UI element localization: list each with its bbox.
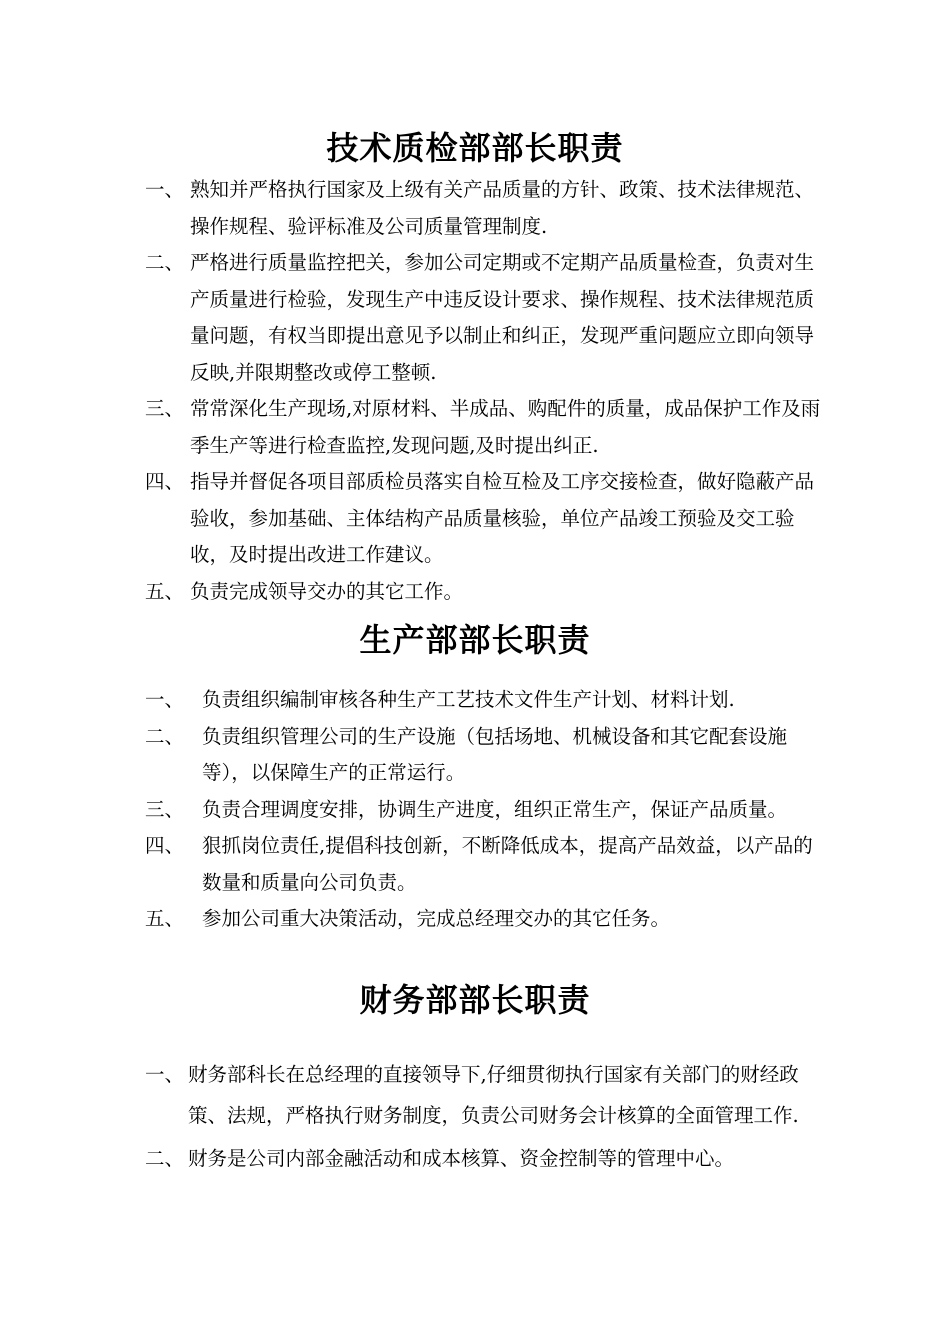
duty-item — [145, 391, 825, 464]
duty-list — [145, 172, 825, 610]
duty-item — [145, 1138, 825, 1179]
section-finance — [0, 980, 950, 1179]
duty-item — [145, 792, 825, 829]
duty-text: 严格进行质量监控把关，参加公司定期或不定期产品质量检查，负责对生产质量进行检验，发现生产中违反设计要求、操作规程、技术法律规范质量问题，有权当即提出意见予以制止和纠正，发现严重问题应立即向领导反映,并限期整改或停工整顿. — [190, 251, 815, 384]
duty-text: 指导并督促各项目部质检员落实自检互检及工序交接检查，做好隐蔽产品验收，参加基础、主体结构产品质量核验，单位产品竣工预验及交工验收，及时提出改进工作建议。 — [190, 470, 815, 566]
duty-text: 常常深化生产现场,对原材料、半成品、购配件的质量，成品保护工作及雨季生产等进行检查监控,发现问题,及时提出纠正. — [190, 397, 821, 457]
section-quality-inspection — [0, 128, 950, 610]
duty-number: 一、 — [145, 178, 185, 201]
duty-item — [145, 901, 825, 938]
section-title: 技术质检部部长职责 — [326, 129, 624, 167]
duty-number: 三、 — [145, 397, 185, 420]
duty-list — [145, 1054, 825, 1179]
duty-item — [145, 172, 825, 245]
section-title: 财务部部长职责 — [359, 981, 591, 1019]
duty-number: 四、 — [145, 470, 185, 493]
duty-text: 狠抓岗位责任,提倡科技创新，不断降低成本，提高产品效益，以产品的数量和质量向公司负责。 — [202, 834, 813, 894]
duty-item — [145, 828, 825, 901]
duty-text: 财务部科长在总经理的直接领导下,仔细贯彻执行国家有关部门的财经政策、法规，严格执行财务制度，负责公司财务会计核算的全面管理工作. — [188, 1063, 799, 1127]
duty-text: 负责组织管理公司的生产设施（包括场地、机械设备和其它配套设施等），以保障生产的正常运行。 — [202, 724, 788, 784]
duty-item — [145, 719, 825, 792]
duty-number: 三、 — [145, 797, 185, 821]
section-title: 生产部部长职责 — [359, 621, 591, 659]
duty-number: 五、 — [145, 907, 185, 930]
duty-item — [145, 574, 825, 611]
duty-text: 负责合理调度安排，协调生产进度，组织正常生产，保证产品质量。 — [202, 797, 788, 821]
duty-number: 二、 — [145, 1147, 185, 1170]
duty-number: 五、 — [145, 579, 185, 603]
duty-number: 一、 — [145, 688, 185, 711]
duty-text: 熟知并严格执行国家及上级有关产品质量的方针、政策、技术法律规范、操作规程、验评标准及公司质量管理制度. — [190, 178, 815, 238]
duty-number: 一、 — [145, 1063, 185, 1086]
duty-item — [145, 245, 825, 391]
duty-text: 负责组织编制审核各种生产工艺技术文件生产计划、材料计划. — [202, 688, 735, 711]
duty-number: 二、 — [145, 724, 185, 748]
duty-text: 财务是公司内部金融活动和成本核算、资金控制等的管理中心。 — [188, 1147, 735, 1170]
duty-item — [145, 682, 825, 719]
duty-number: 四、 — [145, 834, 185, 857]
duty-list — [145, 682, 825, 938]
duty-item — [145, 464, 825, 574]
duty-item — [145, 1054, 825, 1136]
duty-text: 负责完成领导交办的其它工作。 — [190, 579, 464, 603]
section-production — [0, 620, 950, 938]
duty-number: 二、 — [145, 251, 185, 274]
duty-text: 参加公司重大决策活动，完成总经理交办的其它任务。 — [202, 907, 671, 930]
